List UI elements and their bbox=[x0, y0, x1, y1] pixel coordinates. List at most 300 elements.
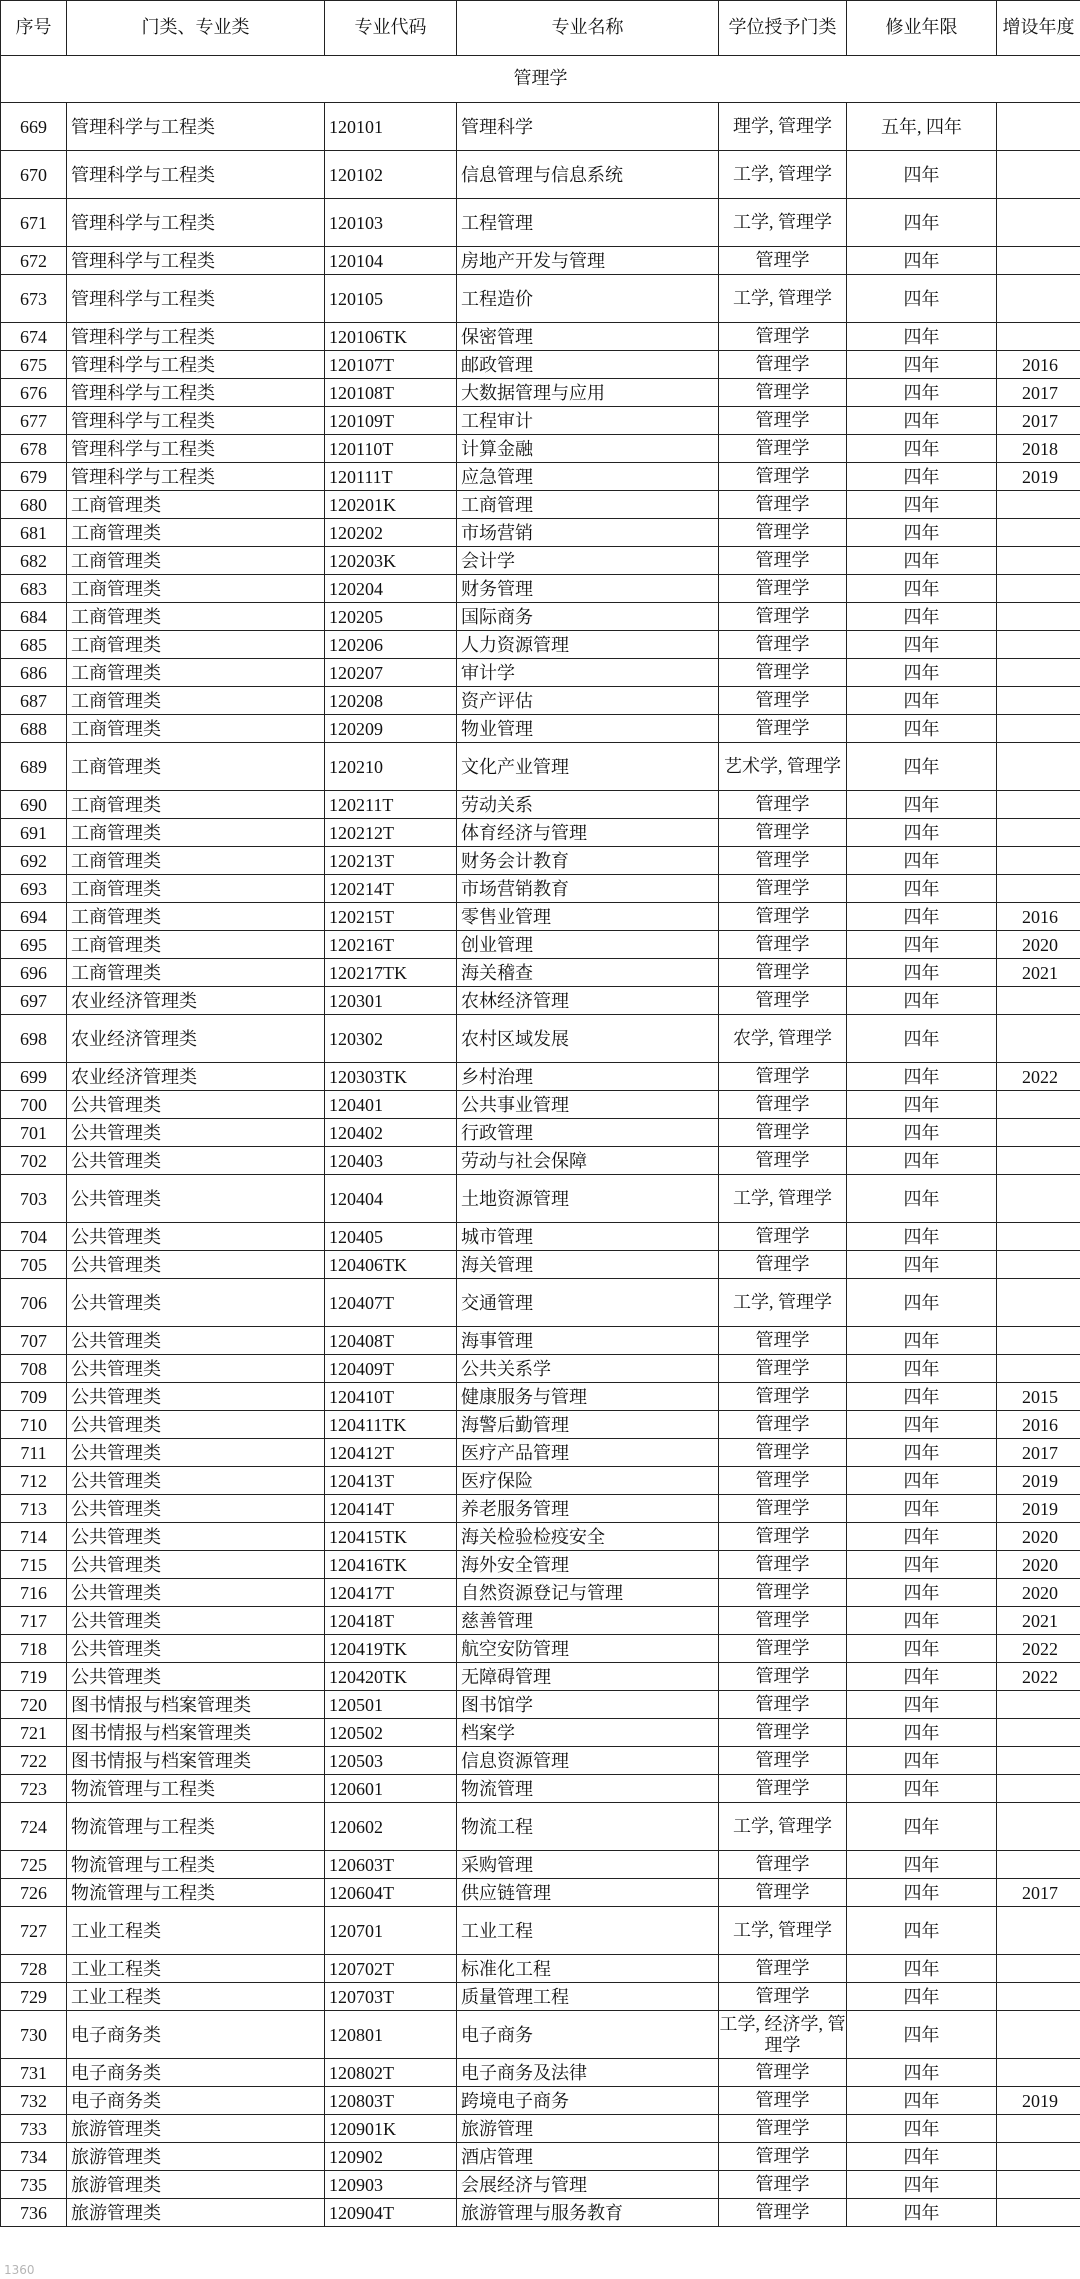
row-duration: 四年 bbox=[847, 1223, 997, 1251]
row-degree: 工学, 经济学, 管理学 bbox=[719, 2011, 847, 2059]
row-name: 财务会计教育 bbox=[457, 847, 719, 875]
table-row bbox=[1, 819, 1080, 847]
row-name: 健康服务与管理 bbox=[457, 1383, 719, 1411]
row-code: 120103 bbox=[325, 199, 457, 247]
row-duration: 四年 bbox=[847, 1147, 997, 1175]
row-seq: 685 bbox=[1, 631, 67, 659]
row-name: 信息资源管理 bbox=[457, 1747, 719, 1775]
row-duration: 四年 bbox=[847, 687, 997, 715]
row-seq: 675 bbox=[1, 351, 67, 379]
row-duration: 四年 bbox=[847, 931, 997, 959]
row-duration: 四年 bbox=[847, 547, 997, 575]
row-code: 120205 bbox=[325, 603, 457, 631]
row-year: 2019 bbox=[997, 2087, 1080, 2115]
row-seq: 727 bbox=[1, 1907, 67, 1955]
row-degree: 管理学 bbox=[719, 1383, 847, 1411]
row-name: 物流工程 bbox=[457, 1803, 719, 1851]
row-year bbox=[997, 1147, 1080, 1175]
row-seq: 716 bbox=[1, 1579, 67, 1607]
row-degree: 农学, 管理学 bbox=[719, 1015, 847, 1063]
table-row bbox=[1, 1467, 1080, 1495]
row-degree: 工学, 管理学 bbox=[719, 151, 847, 199]
table-row bbox=[1, 1663, 1080, 1691]
row-year bbox=[997, 743, 1080, 791]
header-code: 专业代码 bbox=[325, 1, 457, 56]
row-code: 120502 bbox=[325, 1719, 457, 1747]
row-year bbox=[997, 547, 1080, 575]
row-degree: 管理学 bbox=[719, 847, 847, 875]
row-name: 海关检验检疫安全 bbox=[457, 1523, 719, 1551]
table-row bbox=[1, 1175, 1080, 1223]
row-year bbox=[997, 2199, 1080, 2227]
row-duration: 四年 bbox=[847, 659, 997, 687]
row-year: 2017 bbox=[997, 1439, 1080, 1467]
row-year bbox=[997, 1175, 1080, 1223]
table-row bbox=[1, 463, 1080, 491]
row-degree: 管理学 bbox=[719, 1747, 847, 1775]
row-category: 工业工程类 bbox=[67, 1907, 325, 1955]
row-name: 图书馆学 bbox=[457, 1691, 719, 1719]
table-row bbox=[1, 931, 1080, 959]
row-category: 管理科学与工程类 bbox=[67, 103, 325, 151]
row-duration: 四年 bbox=[847, 1411, 997, 1439]
row-category: 物流管理与工程类 bbox=[67, 1851, 325, 1879]
table-row bbox=[1, 1439, 1080, 1467]
row-category: 公共管理类 bbox=[67, 1635, 325, 1663]
table-row bbox=[1, 743, 1080, 791]
row-category: 公共管理类 bbox=[67, 1223, 325, 1251]
row-degree: 管理学 bbox=[719, 1719, 847, 1747]
row-seq: 707 bbox=[1, 1327, 67, 1355]
row-category: 公共管理类 bbox=[67, 1175, 325, 1223]
row-year bbox=[997, 2171, 1080, 2199]
header-category: 门类、专业类 bbox=[67, 1, 325, 56]
row-seq: 714 bbox=[1, 1523, 67, 1551]
row-name: 财务管理 bbox=[457, 575, 719, 603]
row-year: 2019 bbox=[997, 1467, 1080, 1495]
row-code: 120903 bbox=[325, 2171, 457, 2199]
row-duration: 四年 bbox=[847, 2171, 997, 2199]
row-name: 审计学 bbox=[457, 659, 719, 687]
row-code: 120408T bbox=[325, 1327, 457, 1355]
row-year: 2022 bbox=[997, 1635, 1080, 1663]
row-category: 工商管理类 bbox=[67, 547, 325, 575]
row-category: 管理科学与工程类 bbox=[67, 435, 325, 463]
row-duration: 四年 bbox=[847, 1467, 997, 1495]
row-degree: 管理学 bbox=[719, 1635, 847, 1663]
row-code: 120420TK bbox=[325, 1663, 457, 1691]
row-code: 120802T bbox=[325, 2059, 457, 2087]
row-year bbox=[997, 791, 1080, 819]
row-category: 管理科学与工程类 bbox=[67, 151, 325, 199]
row-duration: 四年 bbox=[847, 1879, 997, 1907]
row-code: 120203K bbox=[325, 547, 457, 575]
row-code: 120701 bbox=[325, 1907, 457, 1955]
table-row bbox=[1, 1411, 1080, 1439]
row-code: 120418T bbox=[325, 1607, 457, 1635]
row-seq: 673 bbox=[1, 275, 67, 323]
row-category: 工商管理类 bbox=[67, 819, 325, 847]
row-year bbox=[997, 1803, 1080, 1851]
row-category: 物流管理与工程类 bbox=[67, 1879, 325, 1907]
header-name: 专业名称 bbox=[457, 1, 719, 56]
table-row bbox=[1, 1851, 1080, 1879]
row-name: 保密管理 bbox=[457, 323, 719, 351]
row-degree: 工学, 管理学 bbox=[719, 275, 847, 323]
row-seq: 671 bbox=[1, 199, 67, 247]
row-category: 旅游管理类 bbox=[67, 2199, 325, 2227]
row-degree: 管理学 bbox=[719, 1251, 847, 1279]
row-category: 公共管理类 bbox=[67, 1523, 325, 1551]
row-category: 工商管理类 bbox=[67, 715, 325, 743]
row-duration: 四年 bbox=[847, 715, 997, 743]
row-seq: 702 bbox=[1, 1147, 67, 1175]
row-seq: 735 bbox=[1, 2171, 67, 2199]
table-row bbox=[1, 1907, 1080, 1955]
row-name: 农村区域发展 bbox=[457, 1015, 719, 1063]
row-year bbox=[997, 847, 1080, 875]
row-seq: 717 bbox=[1, 1607, 67, 1635]
row-name: 体育经济与管理 bbox=[457, 819, 719, 847]
row-name: 海警后勤管理 bbox=[457, 1411, 719, 1439]
row-degree: 管理学 bbox=[719, 435, 847, 463]
row-category: 工商管理类 bbox=[67, 631, 325, 659]
row-code: 120414T bbox=[325, 1495, 457, 1523]
row-category: 公共管理类 bbox=[67, 1251, 325, 1279]
row-name: 劳动关系 bbox=[457, 791, 719, 819]
row-seq: 692 bbox=[1, 847, 67, 875]
row-code: 120404 bbox=[325, 1175, 457, 1223]
row-name: 乡村治理 bbox=[457, 1063, 719, 1091]
row-year bbox=[997, 575, 1080, 603]
row-name: 国际商务 bbox=[457, 603, 719, 631]
row-name: 邮政管理 bbox=[457, 351, 719, 379]
row-category: 工商管理类 bbox=[67, 875, 325, 903]
row-seq: 694 bbox=[1, 903, 67, 931]
table-row bbox=[1, 1251, 1080, 1279]
row-category: 公共管理类 bbox=[67, 1279, 325, 1327]
row-name: 海外安全管理 bbox=[457, 1551, 719, 1579]
row-year bbox=[997, 2115, 1080, 2143]
row-duration: 四年 bbox=[847, 275, 997, 323]
row-name: 工程造价 bbox=[457, 275, 719, 323]
row-code: 120904T bbox=[325, 2199, 457, 2227]
row-duration: 四年 bbox=[847, 199, 997, 247]
table-row bbox=[1, 491, 1080, 519]
row-name: 标准化工程 bbox=[457, 1955, 719, 1983]
row-duration: 四年 bbox=[847, 2059, 997, 2087]
row-code: 120407T bbox=[325, 1279, 457, 1327]
row-year bbox=[997, 1355, 1080, 1383]
row-category: 农业经济管理类 bbox=[67, 987, 325, 1015]
row-year bbox=[997, 103, 1080, 151]
row-seq: 693 bbox=[1, 875, 67, 903]
row-duration: 四年 bbox=[847, 1279, 997, 1327]
row-seq: 710 bbox=[1, 1411, 67, 1439]
row-duration: 四年 bbox=[847, 631, 997, 659]
row-duration: 四年 bbox=[847, 1251, 997, 1279]
table-row bbox=[1, 1327, 1080, 1355]
row-duration: 四年 bbox=[847, 1063, 997, 1091]
row-category: 工商管理类 bbox=[67, 791, 325, 819]
row-code: 120109T bbox=[325, 407, 457, 435]
row-name: 物流管理 bbox=[457, 1775, 719, 1803]
row-year bbox=[997, 603, 1080, 631]
row-year bbox=[997, 715, 1080, 743]
row-code: 120108T bbox=[325, 379, 457, 407]
table-row bbox=[1, 1063, 1080, 1091]
table-row bbox=[1, 247, 1080, 275]
row-degree: 管理学 bbox=[719, 791, 847, 819]
row-code: 120214T bbox=[325, 875, 457, 903]
row-degree: 管理学 bbox=[719, 2115, 847, 2143]
row-duration: 四年 bbox=[847, 151, 997, 199]
table-row bbox=[1, 1279, 1080, 1327]
row-category: 公共管理类 bbox=[67, 1327, 325, 1355]
row-category: 电子商务类 bbox=[67, 2059, 325, 2087]
row-year bbox=[997, 199, 1080, 247]
row-duration: 四年 bbox=[847, 247, 997, 275]
row-name: 工业工程 bbox=[457, 1907, 719, 1955]
row-name: 工程管理 bbox=[457, 199, 719, 247]
row-year bbox=[997, 151, 1080, 199]
row-code: 120803T bbox=[325, 2087, 457, 2115]
row-degree: 管理学 bbox=[719, 1147, 847, 1175]
row-code: 120415TK bbox=[325, 1523, 457, 1551]
row-code: 120501 bbox=[325, 1691, 457, 1719]
table-row bbox=[1, 791, 1080, 819]
row-duration: 四年 bbox=[847, 379, 997, 407]
row-duration: 四年 bbox=[847, 819, 997, 847]
row-degree: 艺术学, 管理学 bbox=[719, 743, 847, 791]
table-row bbox=[1, 1955, 1080, 1983]
row-category: 工商管理类 bbox=[67, 903, 325, 931]
row-name: 城市管理 bbox=[457, 1223, 719, 1251]
table-row bbox=[1, 1747, 1080, 1775]
row-seq: 706 bbox=[1, 1279, 67, 1327]
table-row bbox=[1, 2171, 1080, 2199]
row-degree: 管理学 bbox=[719, 463, 847, 491]
row-degree: 管理学 bbox=[719, 2059, 847, 2087]
table-row bbox=[1, 275, 1080, 323]
row-category: 公共管理类 bbox=[67, 1147, 325, 1175]
row-degree: 管理学 bbox=[719, 491, 847, 519]
row-name: 旅游管理与服务教育 bbox=[457, 2199, 719, 2227]
row-name: 应急管理 bbox=[457, 463, 719, 491]
table-row bbox=[1, 1383, 1080, 1411]
row-seq: 699 bbox=[1, 1063, 67, 1091]
row-degree: 管理学 bbox=[719, 2143, 847, 2171]
row-code: 120409T bbox=[325, 1355, 457, 1383]
row-degree: 管理学 bbox=[719, 323, 847, 351]
row-duration: 四年 bbox=[847, 1551, 997, 1579]
row-seq: 732 bbox=[1, 2087, 67, 2115]
row-category: 管理科学与工程类 bbox=[67, 351, 325, 379]
row-name: 交通管理 bbox=[457, 1279, 719, 1327]
row-seq: 690 bbox=[1, 791, 67, 819]
row-degree: 管理学 bbox=[719, 987, 847, 1015]
row-name: 市场营销教育 bbox=[457, 875, 719, 903]
row-degree: 管理学 bbox=[719, 1663, 847, 1691]
table-row bbox=[1, 1495, 1080, 1523]
row-degree: 管理学 bbox=[719, 1439, 847, 1467]
row-duration: 四年 bbox=[847, 1983, 997, 2011]
row-name: 市场营销 bbox=[457, 519, 719, 547]
row-name: 公共关系学 bbox=[457, 1355, 719, 1383]
row-year: 2021 bbox=[997, 1607, 1080, 1635]
row-code: 120212T bbox=[325, 819, 457, 847]
table-row bbox=[1, 351, 1080, 379]
row-year bbox=[997, 1747, 1080, 1775]
row-category: 公共管理类 bbox=[67, 1579, 325, 1607]
row-code: 120301 bbox=[325, 987, 457, 1015]
row-duration: 五年, 四年 bbox=[847, 103, 997, 151]
table-row bbox=[1, 1523, 1080, 1551]
row-name: 信息管理与信息系统 bbox=[457, 151, 719, 199]
row-name: 农林经济管理 bbox=[457, 987, 719, 1015]
row-duration: 四年 bbox=[847, 959, 997, 987]
row-duration: 四年 bbox=[847, 1607, 997, 1635]
row-year bbox=[997, 1119, 1080, 1147]
table-row bbox=[1, 631, 1080, 659]
row-category: 工商管理类 bbox=[67, 959, 325, 987]
row-category: 旅游管理类 bbox=[67, 2115, 325, 2143]
row-year bbox=[997, 2059, 1080, 2087]
row-category: 公共管理类 bbox=[67, 1383, 325, 1411]
row-seq: 721 bbox=[1, 1719, 67, 1747]
row-year bbox=[997, 1851, 1080, 1879]
row-seq: 715 bbox=[1, 1551, 67, 1579]
table-row bbox=[1, 547, 1080, 575]
row-seq: 682 bbox=[1, 547, 67, 575]
row-duration: 四年 bbox=[847, 1775, 997, 1803]
row-code: 120303TK bbox=[325, 1063, 457, 1091]
table-header-row bbox=[1, 1, 1080, 56]
row-seq: 731 bbox=[1, 2059, 67, 2087]
row-code: 120216T bbox=[325, 931, 457, 959]
row-code: 120402 bbox=[325, 1119, 457, 1147]
row-category: 管理科学与工程类 bbox=[67, 379, 325, 407]
row-name: 劳动与社会保障 bbox=[457, 1147, 719, 1175]
row-year: 2017 bbox=[997, 1879, 1080, 1907]
row-seq: 730 bbox=[1, 2011, 67, 2059]
row-code: 120602 bbox=[325, 1803, 457, 1851]
row-category: 管理科学与工程类 bbox=[67, 463, 325, 491]
row-category: 公共管理类 bbox=[67, 1355, 325, 1383]
row-year bbox=[997, 2143, 1080, 2171]
table-row bbox=[1, 1551, 1080, 1579]
header-degree: 学位授予门类 bbox=[719, 1, 847, 56]
row-duration: 四年 bbox=[847, 791, 997, 819]
row-duration: 四年 bbox=[847, 519, 997, 547]
row-duration: 四年 bbox=[847, 435, 997, 463]
row-duration: 四年 bbox=[847, 1663, 997, 1691]
row-degree: 管理学 bbox=[719, 379, 847, 407]
row-duration: 四年 bbox=[847, 743, 997, 791]
row-code: 120403 bbox=[325, 1147, 457, 1175]
row-category: 公共管理类 bbox=[67, 1551, 325, 1579]
row-seq: 708 bbox=[1, 1355, 67, 1383]
row-year bbox=[997, 659, 1080, 687]
row-year bbox=[997, 275, 1080, 323]
table-row bbox=[1, 2011, 1080, 2059]
row-duration: 四年 bbox=[847, 1691, 997, 1719]
row-year: 2017 bbox=[997, 379, 1080, 407]
row-year bbox=[997, 1719, 1080, 1747]
row-code: 120401 bbox=[325, 1091, 457, 1119]
row-category: 旅游管理类 bbox=[67, 2143, 325, 2171]
row-category: 公共管理类 bbox=[67, 1439, 325, 1467]
row-name: 零售业管理 bbox=[457, 903, 719, 931]
row-category: 工商管理类 bbox=[67, 743, 325, 791]
row-duration: 四年 bbox=[847, 2115, 997, 2143]
row-degree: 管理学 bbox=[719, 1467, 847, 1495]
row-year: 2016 bbox=[997, 351, 1080, 379]
row-code: 120202 bbox=[325, 519, 457, 547]
row-name: 海事管理 bbox=[457, 1327, 719, 1355]
table-row bbox=[1, 1607, 1080, 1635]
row-seq: 728 bbox=[1, 1955, 67, 1983]
row-seq: 698 bbox=[1, 1015, 67, 1063]
row-name: 医疗保险 bbox=[457, 1467, 719, 1495]
row-seq: 726 bbox=[1, 1879, 67, 1907]
table-row bbox=[1, 875, 1080, 903]
row-year: 2020 bbox=[997, 1551, 1080, 1579]
row-duration: 四年 bbox=[847, 491, 997, 519]
row-seq: 688 bbox=[1, 715, 67, 743]
row-code: 120106TK bbox=[325, 323, 457, 351]
row-seq: 725 bbox=[1, 1851, 67, 1879]
row-degree: 管理学 bbox=[719, 1775, 847, 1803]
row-duration: 四年 bbox=[847, 903, 997, 931]
table-row bbox=[1, 2199, 1080, 2227]
row-year: 2021 bbox=[997, 959, 1080, 987]
row-year bbox=[997, 631, 1080, 659]
row-category: 工商管理类 bbox=[67, 491, 325, 519]
watermark: 1360 bbox=[4, 2263, 35, 2277]
row-degree: 管理学 bbox=[719, 1355, 847, 1383]
row-code: 120302 bbox=[325, 1015, 457, 1063]
table-row bbox=[1, 987, 1080, 1015]
row-code: 120107T bbox=[325, 351, 457, 379]
row-name: 供应链管理 bbox=[457, 1879, 719, 1907]
row-category: 图书情报与档案管理类 bbox=[67, 1691, 325, 1719]
row-code: 120208 bbox=[325, 687, 457, 715]
row-name: 行政管理 bbox=[457, 1119, 719, 1147]
row-code: 120207 bbox=[325, 659, 457, 687]
row-category: 电子商务类 bbox=[67, 2087, 325, 2115]
row-name: 航空安防管理 bbox=[457, 1635, 719, 1663]
header-seq: 序号 bbox=[1, 1, 67, 56]
row-code: 120111T bbox=[325, 463, 457, 491]
row-code: 120416TK bbox=[325, 1551, 457, 1579]
row-degree: 管理学 bbox=[719, 875, 847, 903]
row-code: 120406TK bbox=[325, 1251, 457, 1279]
row-seq: 712 bbox=[1, 1467, 67, 1495]
row-seq: 680 bbox=[1, 491, 67, 519]
table-row bbox=[1, 2115, 1080, 2143]
row-code: 120603T bbox=[325, 1851, 457, 1879]
row-code: 120211T bbox=[325, 791, 457, 819]
row-code: 120201K bbox=[325, 491, 457, 519]
header-duration: 修业年限 bbox=[847, 1, 997, 56]
row-category: 物流管理与工程类 bbox=[67, 1803, 325, 1851]
row-duration: 四年 bbox=[847, 1523, 997, 1551]
row-year bbox=[997, 1091, 1080, 1119]
row-duration: 四年 bbox=[847, 2143, 997, 2171]
row-seq: 734 bbox=[1, 2143, 67, 2171]
row-category: 工商管理类 bbox=[67, 659, 325, 687]
